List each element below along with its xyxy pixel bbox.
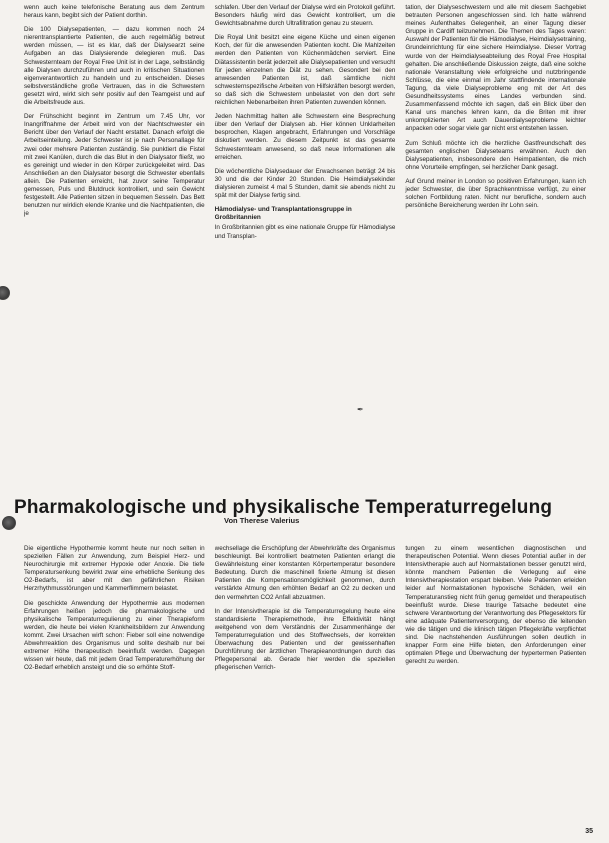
article-title: Pharmakologische und physikalische Temperaturregelung	[14, 496, 553, 518]
paragraph: Die 100 Dialysepatienten, — dazu kommen noch 24 nierentransplantierte Patienten, die auch regelmäßig betreut werden müssen, — ist es klar, daß der Dialysearzt seine Aufgaben an das Dialysierende delegieren muß. Das Schwesternteam der Royal Free Unit ist in der Lage, selbständig alle Dialysen durchzuführen und auch in kritischen Situationen eigenverantwortlich zu handeln und zu entscheiden. Dieses selbstverständliche große Vertrauen, das in die Schwestern gesetzt wird, wirkt sich sehr positiv auf den Teamgeist und auf die Arbeitsfreude aus.	[24, 26, 205, 107]
text-column	[215, 4, 396, 429]
paragraph: wenn auch keine telefonische Beratung aus dem Zentrum heraus kann, begibt sich der Patient dorthin.	[24, 4, 205, 20]
paragraph: Die wöchentliche Dialysedauer der Erwachsenen beträgt 24 bis 30 und die der Kinder 20 Stunden. Die Heimdialysekinder dialysieren zumeist 4 mal 5 Stunden, damit sie abends nicht zu spät mit der Dialyse fertig sind.	[214, 167, 396, 199]
text-column	[405, 4, 586, 429]
paragraph: In der Intensivtherapie ist die Temperaturregelung heute eine standardisierte Therapiemethode, ihre Effektivität hängt weitgehend von dem Verständnis der Zusammenhänge der Temperaturregulation und des Stoffwechsels, der korrekten Überwachung des Patienten und der gewissenhaften Durchführung der ärztlichen Therapieanordnungen durch das Pflegepersonal ab. Gerade hier werden die speziellen pflegerischen Verrich-	[214, 607, 396, 672]
article-body	[24, 545, 586, 820]
paragraph: Jeden Nachmittag halten alle Schwestern eine Besprechung über den Verlauf der Dialysen ab. Hier können Unklarheiten besprochen, Klagen angebracht, Erfahrungen und Vorschläge diskutiert werden. Zu diesem Zeitpunkt ist das gesamte Schwesternteam anwesend, so daß neue Informationen alle erreichen.	[214, 113, 396, 161]
paragraph: Der Frühschicht beginnt im Zentrum um 7.45 Uhr, vor Inangriffnahme der Arbeit wird von der Nachtschwester ein Bericht über den Verlauf der Nacht erstattet. Danach erfolgt die Arbeitseinteilung. Jeder Schwester ist je nach Personallage für zwei oder mehrere Patienten zuständig. Sie punktiert die Fistel mit zwei Kanülen, durch die das Blut in den Dialysator fließt, wo es gereinigt und wieder in den Körper zurückgeleitet wird. Das Anschließen an den Dialysator besorgt die Schwester ebenfalls allein. Die Patienten erreicht, hat zuvor seine Temperatur gemessen, Puls und Blutdruck kontrolliert, und sein Gewicht festgestellt. Alle Patienten sitzen in bequemen Sesseln. Das Bett benutzen nur wirklich elende Kranke und die Nachtpatienten, die je	[24, 113, 205, 218]
text-column	[405, 545, 586, 820]
article-author: Von Therese Valerius	[224, 516, 300, 525]
paragraph: Die Royal Unit besitzt eine eigene Küche und einen eigenen Koch, der für die anwesenden Patienten kocht. Die Mahlzeiten werden den Patienten von Küchenmädchen serviert. Eine Diätassistentin berät jederzeit alle Dialysepatienten und versucht für jeden einzelnen die Diät zu sehen. Gesondert bei den anwesenden Patienten ist, daß sämtliche nicht schwesternspezifische Arbeiten von Hilfskräften besorgt werden, so daß sich die Schwestern unbelastet von den dort sehr reichlichen Nebenarbeiten ihren Patienten zuwenden können.	[214, 34, 396, 107]
paragraph: Auf Grund meiner in London so positiven Erfahrungen, kann ich jeder Schwester, die über Sprachkenntnisse verfügt, zu einer solchen Fortbildung raten. Nicht nur berufliche, sondern auch persönliche Bereicherung werden ihr Lohn sein.	[405, 177, 587, 210]
previous-article-continuation	[24, 4, 586, 429]
paragraph: tation, der Dialyseschwestern und alle mit diesem Sachgebiet betrauten Personen angeschlossen sind. Ich hatte während meines Aufenthaltes Gelegenheit, an einer Tagung dieser Gruppe in Cardiff teilzunehmen. Die Themen des Tages waren: Auswahl der Patienten für die Hämodialyse, Heimdialysetraining, Grundeinrichtung für eine sichere Heimdialyse. Dieser Vortrag wurde von der Heimdialyseabteilung des Royal Free Hospital gehalten. Die anschließende Diskussion zeigte, daß eine solche nationale Veranstaltung viele erfolgreiche und nutzbringende Schlüsse, die eine einmal im Jahr stattfindende internationale Tagung, da viele Dialyseprobleme eng mit der Art des Gesundheitssystems eines Landes verbunden sind. Zusammenfassend möchte ich sagen, daß ein Blick über den Kanal uns manches lehren kann, da die Briten mit ihrer unkomplizierten Art auch Dauerdialyseprobleme leichter anpacken oder sogar viele gar nicht erst entstehen lassen.	[405, 4, 587, 133]
text-column	[24, 4, 205, 429]
text-column	[215, 545, 396, 820]
punch-hole	[0, 286, 10, 300]
paragraph: In Großbritannien gibt es eine nationale Gruppe für Hämodialyse und Transplan-	[214, 224, 396, 240]
page-number: 35	[585, 828, 593, 835]
section-subheading: Hämodialyse- und Transplantationsgruppe in Großbritannien	[214, 206, 352, 222]
text-column	[24, 545, 205, 820]
paragraph: Die geschickte Anwendung der Hypothermie aus modernen Erfahrungen heißen jedoch die pharmakologische und physikalische Temperaturregulierung zu einer Therapieform werden, die heute bei vielen Krankheitsbildern zur Anwendung kommt. Zwei Ursachen wirft schon: Fieber soll eine notwendige Abwehrreaktion des Organismus und sollte deshalb nur bei extremer Höhe therapeutisch beeinflußt werden. Dagegen wissen wir heute, daß mit jedem Grad Temperaturerhöhung der O2-Bedarf erheblich ansteigt und die so erhöhte Stoff-	[24, 599, 205, 672]
paragraph: schlafen. Über den Verlauf der Dialyse wird ein Protokoll geführt. Besonders häufig wird das Gewicht kontrolliert, um die Gewichtsabnahme durch Ultrafiltration genau zu steuern.	[214, 4, 396, 28]
paragraph: tungen zu einem wesentlichen diagnostischen und therapeutischen Potential. Wenn dieses Potential außer in der Intensivtherapie auch auf Normalstationen besser genutzt wird, könnte manchem Patienten die Verlegung auf eine Intensivtherapiestation erspart bleiben. Viele Patienten erleiden leider auf Normalstationen hypoxische Schäden, weil ein Temperaturanstieg nicht früh genug gemeldet und therapeutisch beeinflußt wurde. Diese traurige Tatsache bedeutet eine schwere Verantwortung der Verantwortung des Pflegesektors für eine adäquate Patientenversorgung, der ebenso die leitenden wie die tätigen und die klinisch tätigen Pflegekräfte verpflichtet sind. Die nachstehenden Ausführungen sollen deutlich in knapper Form eine Hilfe bieten, den Anforderungen einer optimalen Pflege und Überwachung der hypertermen Patienten gerecht zu werden.	[405, 545, 587, 666]
ink-mark: ✒	[357, 405, 364, 414]
paragraph: wechsellage die Erschöpfung der Abwehrkräfte des Organismus beschleunigt. Bei kontrolliert beatmeten Patienten erlangt die Gewährleistung einer konstanten Körpertemperatur besondere Bedeutung. Durch die maschinell fixierte Atmung ist diesen Patienten die Kompensationsmöglichkeit genommen, durch verstärkte Atmung den erhöhten Bedarf an O2 zu decken und den vermehrten CO2 Anfall abzuatmen.	[214, 545, 396, 601]
paragraph: Die eigentliche Hypothermie kommt heute nur noch selten in speziellen Fällen zur Anwendung, zum Beispiel Herz- und Neurochirurgie mit extremer Hypoxie oder Anoxie. Die tiefe Temperatursenkung bewirkt zwar eine erhebliche Senkung des O2-Bedarfs, ist aber mit den gefährlichen Risiken Herzrhythmusstörungen und Kammerflimmern belastet.	[24, 545, 205, 593]
paragraph: Zum Schluß möchte ich die herzliche Gastfreundschaft des gesamten englischen Dialyseteams erwähnen. Auch den Dialysepatienten, insbesondere den Heimpatienten, die mich ohne Vorurteile empfingen, sei herzlicher Dank gesagt.	[405, 139, 587, 171]
